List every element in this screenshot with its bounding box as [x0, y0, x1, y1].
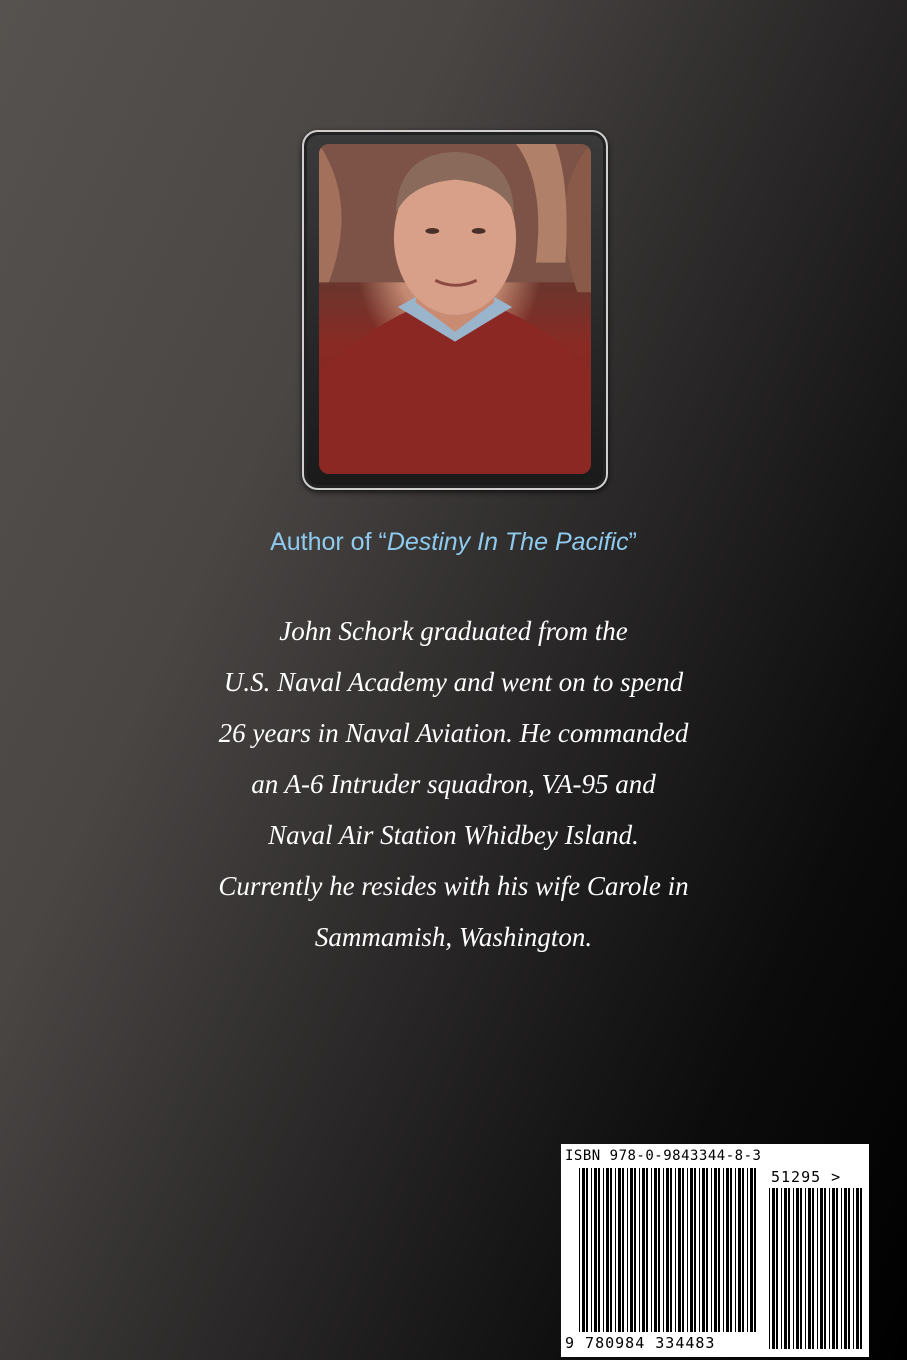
bio-line: Currently he resides with his wife Carole in [218, 871, 689, 901]
isbn-label: ISBN 978-0-9843344-8-3 [565, 1148, 762, 1164]
author-photo [319, 144, 591, 474]
subtitle-prefix: Author of “ [270, 528, 387, 556]
subtitle-suffix: ” [628, 528, 637, 556]
price-code: 51295 > [771, 1168, 842, 1186]
bio-line: Naval Air Station Whidbey Island. [268, 820, 639, 850]
ean-digits: 9 780984 334483 [565, 1334, 716, 1352]
isbn-barcode [561, 1144, 869, 1357]
bio-line: 26 years in Naval Aviation. He commanded [218, 718, 689, 748]
author-of-line [0, 528, 907, 557]
author-bio [150, 606, 757, 963]
bio-line: U.S. Naval Academy and went on to spend [223, 667, 684, 697]
bio-line: an A-6 Intruder squadron, VA-95 and [251, 769, 656, 799]
book-title: Destiny In The Pacific [386, 528, 629, 556]
bio-line: John Schork graduated from the [279, 616, 628, 646]
barcode-bars [561, 1144, 869, 1357]
bio-line: Sammamish, Washington. [314, 922, 593, 952]
author-photo-frame [302, 130, 608, 490]
